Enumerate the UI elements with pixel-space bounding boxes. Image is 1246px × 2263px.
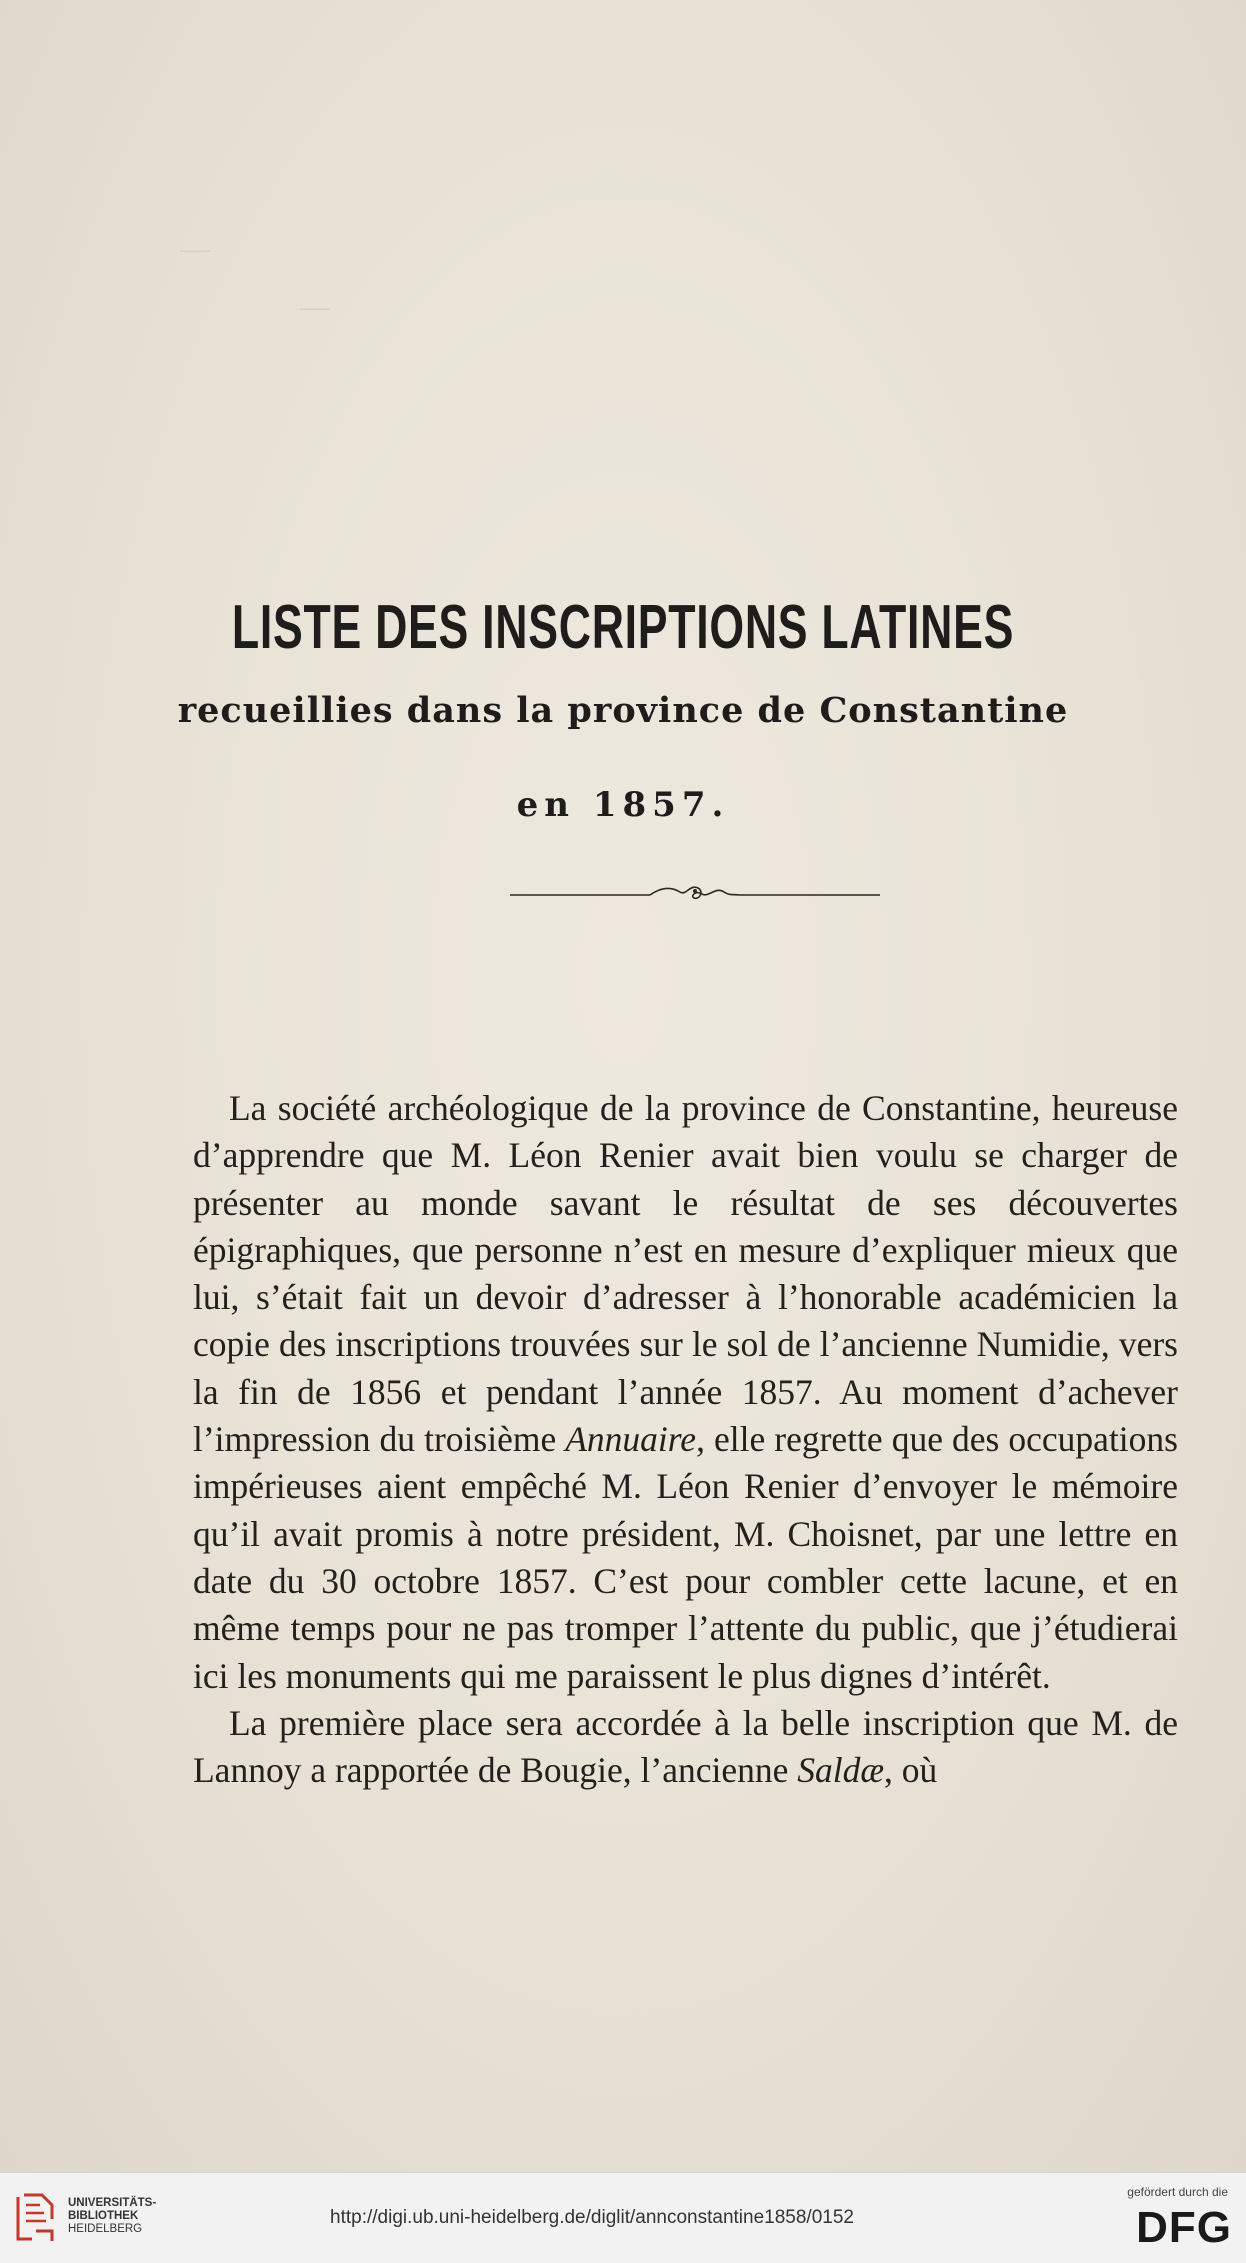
show-through-1: —: [180, 232, 210, 265]
paragraph-1: [193, 1085, 1178, 1700]
dfg-logo: DFG: [1136, 2203, 1232, 2252]
permalink-url[interactable]: http://digi.ub.uni-heidelberg.de/diglit/annconstantine1858/0152: [330, 2207, 854, 2228]
university-library-logo-icon: [12, 2191, 60, 2245]
body-text: [193, 1085, 1178, 1794]
library-name: [68, 2197, 156, 2236]
show-through-2: —: [300, 290, 330, 323]
viewer-footer: [0, 2172, 1246, 2263]
paragraph-2-italic: Saldæ: [797, 1750, 885, 1791]
library-name-line-1: UNIVERSITÄTS-: [68, 2197, 157, 2209]
paragraph-1-text-end: , elle regrette que des occupations impérieuses aient empêché M. Léon Renier d’envoyer le mémoire qu’il avait promis à notre président, M. Choisnet, par une lettre en date du 30 octobre 1857. C’est pour combler cette lacune, et en même temps pour ne pas tromper l’attente du public, que j’étudierai ici les monuments qui me paraissent le plus dignes d’intérêt.: [193, 1419, 1178, 1696]
document-year-line: en 1857.: [516, 785, 730, 825]
library-name-line-2: BIBLIOTHEK: [68, 2210, 139, 2222]
library-name-line-3: HEIDELBERG: [68, 2223, 143, 2235]
paragraph-2: [193, 1700, 1178, 1795]
ornament-divider: [510, 878, 880, 908]
paragraph-1-text: La société archéologique de la province de Constantine, heureuse d’apprendre que M. Léon Renier avait bien voulu se charger de présenter au monde savant le résultat de ses découvertes épigraphiques, que personne n’est en mesure d’expliquer mieux que lui, s’était fait un devoir d’adresser à l’honorable académicien la copie des inscriptions trouvées sur le sol de l’ancienne Numidie, vers la fin de 1856 et pendant l’année 1857. Au moment d’achever l’impression du troisième: [193, 1088, 1178, 1460]
document-title: LISTE DES INSCRIPTIONS LATINES: [231, 593, 1015, 662]
paragraph-2-text-end: , où: [884, 1750, 938, 1791]
funding-label: gefördert durch die: [1127, 2185, 1228, 2199]
paragraph-2-text: La première place sera accordée à la belle inscription que M. de Lannoy a rapportée de Bougie, l’ancienne: [193, 1702, 1178, 1791]
document-subtitle: recueillies dans la province de Constantine: [177, 690, 1069, 731]
paragraph-1-italic: Annuaire: [565, 1419, 697, 1460]
